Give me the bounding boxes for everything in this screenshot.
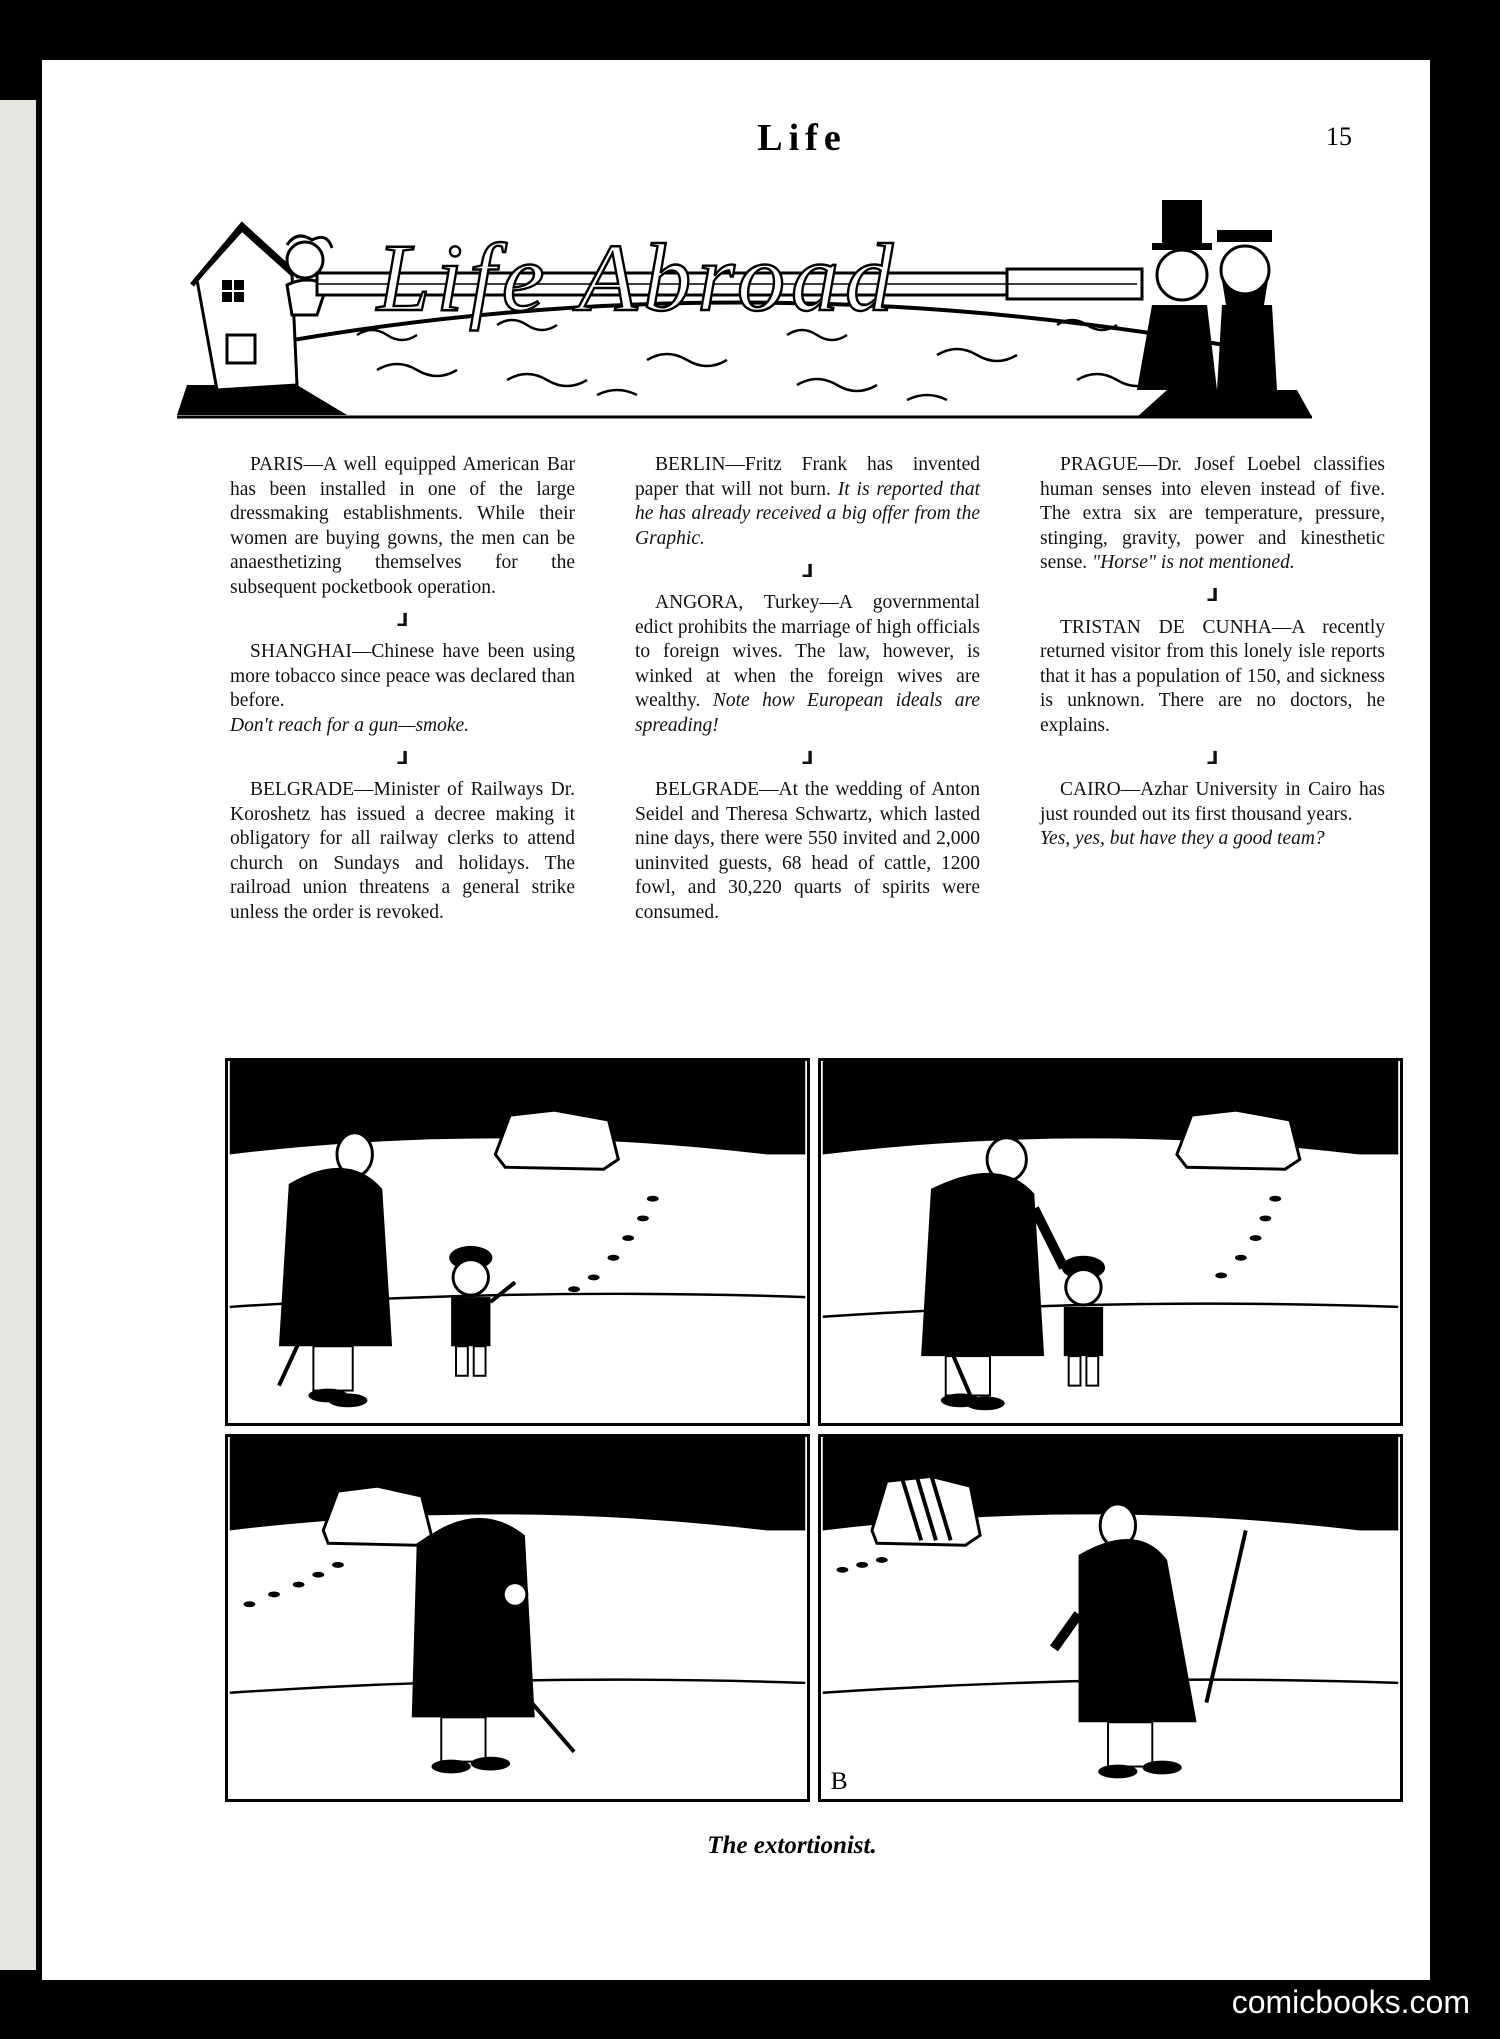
- news-item-text: CAIRO—Azhar University in Cairo has just rounded out its first thousand years.: [1040, 779, 1385, 825]
- rock-mound: [1177, 1110, 1300, 1169]
- panel-1-art: [228, 1061, 807, 1423]
- news-item: [635, 591, 980, 738]
- news-item: [230, 453, 575, 600]
- magazine-page: [42, 60, 1430, 1980]
- news-item-text: ANGORA, Turkey—A governmental edict prohibits the marriage of high officials to foreign wives. The law, however, is winked at when the foreign wives are wealthy.: [635, 592, 980, 711]
- news-item-text: PRAGUE—Dr. Josef Loebel classifies human senses into eleven instead of five. The extra six are temperature, pressure, stinging, gravity, power and kinesthetic sense.: [1040, 454, 1385, 573]
- rock-mound: [495, 1110, 618, 1169]
- section-separator: ⅃: [801, 747, 814, 768]
- artist-signature: B: [830, 1766, 848, 1796]
- comic-panel-2: [818, 1058, 1403, 1426]
- news-item: [635, 453, 980, 551]
- section-separator: ⅃: [801, 560, 814, 581]
- news-item-note: Note how European ideals are spreading!: [635, 690, 981, 736]
- news-item-text: PARIS—A well equipped American Bar has been installed in one of the large dressmaking establishments. While their women are buying gowns, the men can be anaesthetizing themselves for the subsequent pocketbook operation.: [230, 454, 575, 598]
- panel-3-art: [228, 1437, 807, 1799]
- news-item-text: BELGRADE—At the wedding of Anton Seidel and Theresa Schwartz, which lasted nine days, there were 550 invited and 2,000 uninvited guests, 68 head of cattle, 1200 fowl, and 30,220 quarts of spirits were consumed.: [635, 779, 980, 923]
- water-waves: [357, 320, 1157, 400]
- right-island: [1137, 390, 1312, 417]
- masthead: Life: [757, 117, 847, 159]
- adjacent-page-edge: [0, 100, 36, 1970]
- comic-strip: [225, 1058, 1403, 1818]
- news-item: [1040, 453, 1385, 576]
- news-item-note: Yes, yes, but have they a good team?: [1040, 828, 1325, 849]
- rock-mound: [323, 1486, 431, 1545]
- section-separator: ⅃: [396, 609, 409, 630]
- section-separator: ⅃: [1206, 747, 1219, 768]
- news-item-text: BELGRADE—Minister of Railways Dr. Koroshetz has issued a decree making it obligatory for all railway clerks to attend church on Sundays and holidays. The railroad union threatens a general strike unless the order is revoked.: [230, 779, 575, 923]
- news-item-note: "Horse" is not mentioned.: [1092, 552, 1295, 573]
- comic-caption: The extortionist.: [707, 1832, 877, 1859]
- section-separator: ⅃: [1206, 585, 1219, 605]
- left-island: [177, 385, 347, 415]
- life-abroad-banner: [177, 185, 1312, 430]
- watermark: comicbooks.com: [1231, 1984, 1470, 2020]
- page-number: 15: [1326, 122, 1352, 151]
- comic-panel-3: [225, 1434, 810, 1802]
- comic-panel-4: [818, 1434, 1403, 1802]
- panel-2-art: [821, 1061, 1400, 1423]
- column-3: [1040, 453, 1385, 852]
- news-item: [635, 778, 980, 925]
- news-item-text: SHANGHAI—Chinese have been using more tobacco since peace was declared than before.: [230, 641, 575, 711]
- news-item-text: TRISTAN DE CUNHA—A recently returned visitor from this lonely isle reports that it has a population of 150, and sickness is unknown. There are no doctors, he explains.: [1040, 616, 1385, 736]
- news-item: [1040, 616, 1385, 739]
- news-columns: [230, 453, 1397, 1043]
- section-separator: ⅃: [396, 747, 409, 768]
- comic-panel-1: [225, 1058, 810, 1426]
- captain-gentleman-icon: [1217, 230, 1277, 390]
- panel-4-art: [821, 1437, 1400, 1799]
- column-2: [635, 453, 980, 925]
- house-icon: [192, 225, 299, 390]
- news-item: [1040, 778, 1385, 852]
- news-item: [230, 640, 575, 738]
- column-1: [230, 453, 575, 925]
- news-item: [230, 778, 575, 925]
- news-item-note: It is reported that he has already received a big offer from the Graphic.: [635, 478, 981, 549]
- news-item-text: BERLIN—Fritz Frank has invented paper that will not burn.: [635, 454, 980, 500]
- top-hat-gentleman-icon: [1137, 200, 1217, 390]
- banner-title: Life Abroad: [377, 224, 900, 331]
- news-item-note: Don't reach for a gun—smoke.: [230, 714, 470, 736]
